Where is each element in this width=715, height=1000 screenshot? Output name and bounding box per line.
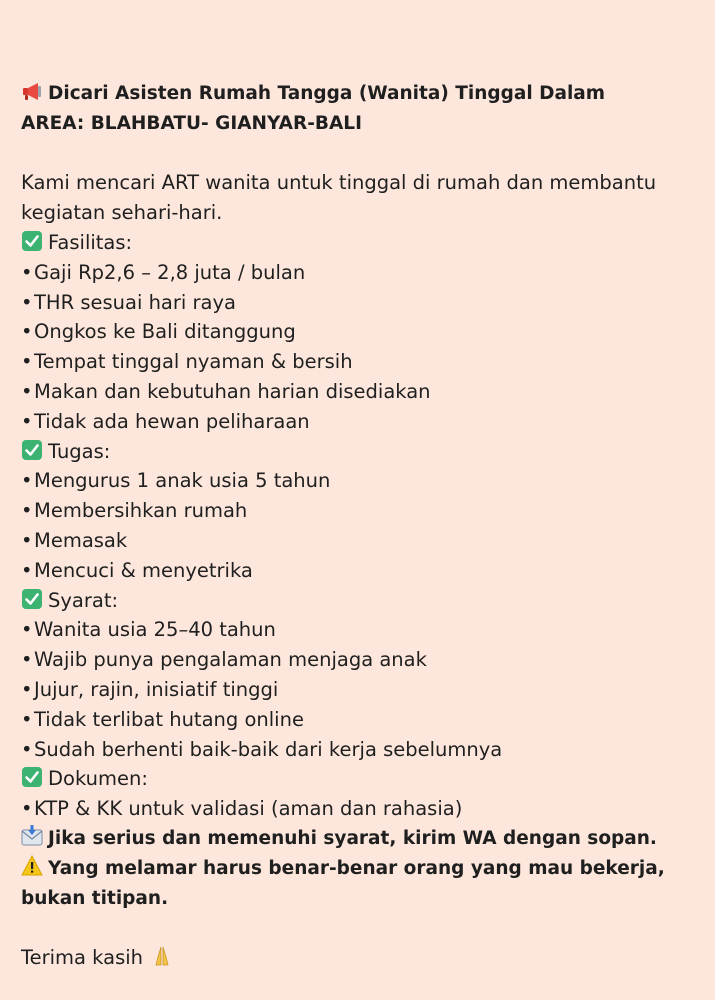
bullet-marker: •	[21, 260, 33, 284]
list-item	[21, 496, 699, 526]
bullet-marker: •	[21, 707, 33, 731]
list-item	[21, 377, 699, 407]
bullet-marker: •	[21, 290, 33, 314]
bullet-marker: •	[21, 409, 33, 433]
list-item-text: Jujur, rajin, inisiatif tinggi	[34, 677, 279, 701]
posting-area: AREA: BLAHBATU- GIANYAR-BALI	[21, 112, 362, 134]
megaphone-icon	[21, 80, 43, 102]
posting-title-line	[21, 79, 699, 109]
spacer	[21, 139, 699, 169]
section-heading	[21, 437, 699, 467]
bullet-marker: •	[21, 737, 33, 761]
list-item-text: Tempat tinggal nyaman & bersih	[34, 350, 353, 374]
list-item-text: Membersihkan rumah	[34, 499, 248, 523]
sections-list	[21, 228, 699, 824]
section-heading	[21, 228, 699, 258]
posting-title: Dicari Asisten Rumah Tangga (Wanita) Tinggal Dalam	[48, 83, 606, 104]
bullet-marker: •	[21, 618, 33, 642]
bullet-marker: •	[21, 797, 33, 821]
bullet-marker: •	[21, 379, 33, 403]
bullet-marker: •	[21, 469, 33, 493]
list-item	[21, 794, 699, 824]
section-heading	[21, 586, 699, 616]
list-item	[21, 466, 699, 496]
list-item	[21, 615, 699, 645]
list-item-text: Sudah berhenti baik-baik dari kerja sebelumnya	[34, 737, 503, 761]
bullet-marker: •	[21, 499, 33, 523]
bullet-marker: •	[21, 350, 33, 374]
list-item	[21, 675, 699, 705]
list-item	[21, 407, 699, 437]
list-item-text: Wanita usia 25–40 tahun	[34, 618, 276, 642]
list-item	[21, 288, 699, 318]
list-item-text: Mencuci & menyetrika	[34, 558, 253, 582]
bullet-marker: •	[21, 320, 33, 344]
bullet-marker: •	[21, 528, 33, 552]
list-item-text: Wajib punya pengalaman menjaga anak	[34, 648, 427, 672]
closing-line	[21, 943, 699, 973]
list-item	[21, 556, 699, 586]
check-box-icon	[21, 766, 43, 788]
contact-note-line	[21, 824, 699, 854]
list-item-text: Ongkos ke Bali ditanggung	[34, 320, 296, 344]
list-item-text: THR sesuai hari raya	[34, 290, 236, 314]
bullet-marker: •	[21, 648, 33, 672]
warning-note-part-1: Yang melamar harus benar-benar orang yang mau bekerja,	[48, 857, 665, 879]
bullet-marker: •	[21, 677, 33, 701]
list-item-text: Makan dan kebutuhan harian disediakan	[34, 379, 431, 403]
list-item-text: Gaji Rp2,6 – 2,8 juta / bulan	[34, 260, 306, 284]
warning-note-line-1	[21, 854, 699, 884]
check-box-icon	[21, 439, 43, 461]
intro-line-1: Kami mencari ART wanita untuk tinggal di rumah dan membantu	[21, 171, 657, 195]
list-item	[21, 526, 699, 556]
closing-text: Terima kasih	[21, 946, 144, 970]
list-item	[21, 735, 699, 765]
folded-hands-icon	[151, 945, 173, 967]
list-item-text: Tidak terlibat hutang online	[34, 707, 304, 731]
list-item-text: Memasak	[34, 528, 128, 552]
section-heading-label: Fasilitas:	[48, 230, 133, 254]
list-item-text: KTP & KK untuk validasi (aman dan rahasia)	[34, 797, 463, 821]
section-heading-label: Syarat:	[48, 588, 119, 612]
section-heading	[21, 764, 699, 794]
list-item	[21, 347, 699, 377]
section-heading-label: Dokumen:	[48, 767, 148, 791]
list-item	[21, 645, 699, 675]
section-heading-label: Tugas:	[48, 439, 111, 463]
warning-note-line-2: bukan titipan.	[21, 887, 169, 909]
warning-icon	[21, 855, 43, 877]
check-box-icon	[21, 230, 43, 252]
check-box-icon	[21, 588, 43, 610]
envelope-arrow-icon	[21, 825, 43, 847]
intro-line-2: kegiatan sehari-hari.	[21, 201, 223, 225]
bullet-marker: •	[21, 558, 33, 582]
spacer	[21, 913, 699, 943]
list-item	[21, 705, 699, 735]
list-item	[21, 317, 699, 347]
list-item	[21, 258, 699, 288]
list-item-text: Tidak ada hewan peliharaan	[34, 409, 310, 433]
list-item-text: Mengurus 1 anak usia 5 tahun	[34, 469, 331, 493]
contact-note: Jika serius dan memenuhi syarat, kirim WA dengan sopan.	[48, 827, 657, 849]
